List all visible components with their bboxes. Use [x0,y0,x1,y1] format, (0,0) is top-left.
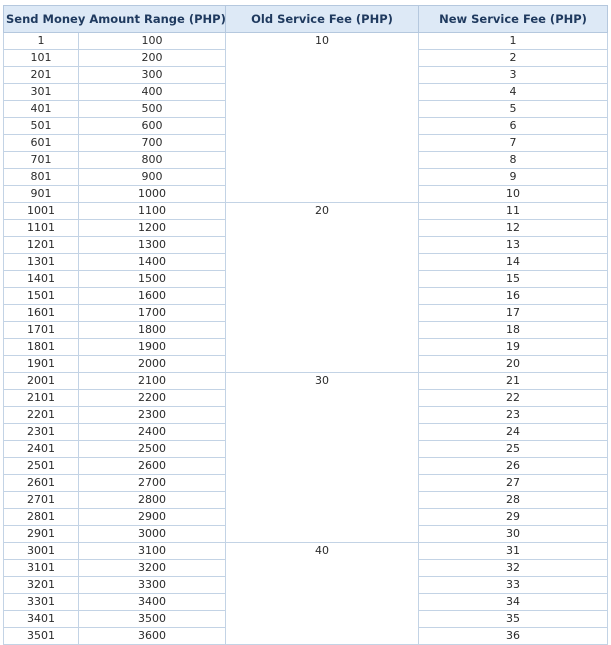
new-fee-cell: 29 [419,509,608,526]
range-to-cell: 400 [79,84,226,101]
range-to-cell: 2000 [79,356,226,373]
range-from-cell: 701 [4,152,79,169]
new-fee-cell: 32 [419,560,608,577]
table-header [4,6,608,33]
range-from-cell: 101 [4,50,79,67]
old-fee-cell: 30 [226,373,419,543]
range-to-cell: 2600 [79,458,226,475]
range-to-cell: 1700 [79,305,226,322]
new-fee-cell: 12 [419,220,608,237]
range-to-cell: 500 [79,101,226,118]
new-fee-cell: 9 [419,169,608,186]
range-from-cell: 1301 [4,254,79,271]
range-from-cell: 1701 [4,322,79,339]
new-fee-cell: 16 [419,288,608,305]
new-fee-cell: 14 [419,254,608,271]
old-fee-cell: 10 [226,33,419,203]
new-fee-cell: 2 [419,50,608,67]
new-fee-cell: 4 [419,84,608,101]
range-to-cell: 3600 [79,628,226,645]
range-to-cell: 2200 [79,390,226,407]
range-from-cell: 601 [4,135,79,152]
range-from-cell: 2501 [4,458,79,475]
table-row [4,543,608,560]
range-from-cell: 201 [4,67,79,84]
new-fee-cell: 8 [419,152,608,169]
new-fee-cell: 27 [419,475,608,492]
new-fee-cell: 11 [419,203,608,220]
range-from-cell: 401 [4,101,79,118]
header-amount-range: Send Money Amount Range (PHP) [4,6,226,33]
range-from-cell: 1501 [4,288,79,305]
range-from-cell: 801 [4,169,79,186]
table-row [4,33,608,50]
header-new-service-fee: New Service Fee (PHP) [419,6,608,33]
new-fee-cell: 1 [419,33,608,50]
service-fee-table [3,5,608,645]
range-from-cell: 3001 [4,543,79,560]
range-to-cell: 3200 [79,560,226,577]
range-from-cell: 2001 [4,373,79,390]
old-fee-cell: 40 [226,543,419,645]
range-from-cell: 2301 [4,424,79,441]
new-fee-cell: 18 [419,322,608,339]
range-to-cell: 1100 [79,203,226,220]
new-fee-cell: 13 [419,237,608,254]
range-to-cell: 3000 [79,526,226,543]
range-from-cell: 3301 [4,594,79,611]
range-from-cell: 2801 [4,509,79,526]
old-fee-cell: 20 [226,203,419,373]
new-fee-cell: 23 [419,407,608,424]
range-to-cell: 1900 [79,339,226,356]
range-to-cell: 3300 [79,577,226,594]
new-fee-cell: 17 [419,305,608,322]
range-from-cell: 2101 [4,390,79,407]
range-to-cell: 600 [79,118,226,135]
range-to-cell: 1500 [79,271,226,288]
new-fee-cell: 19 [419,339,608,356]
range-from-cell: 3401 [4,611,79,628]
range-to-cell: 2300 [79,407,226,424]
range-to-cell: 700 [79,135,226,152]
range-to-cell: 1300 [79,237,226,254]
range-to-cell: 2800 [79,492,226,509]
range-from-cell: 2601 [4,475,79,492]
range-from-cell: 1901 [4,356,79,373]
new-fee-cell: 28 [419,492,608,509]
range-from-cell: 2201 [4,407,79,424]
range-to-cell: 2400 [79,424,226,441]
header-old-service-fee: Old Service Fee (PHP) [226,6,419,33]
new-fee-cell: 10 [419,186,608,203]
range-to-cell: 3500 [79,611,226,628]
range-from-cell: 3201 [4,577,79,594]
table-body [4,33,608,645]
new-fee-cell: 25 [419,441,608,458]
range-from-cell: 501 [4,118,79,135]
new-fee-cell: 30 [419,526,608,543]
new-fee-cell: 33 [419,577,608,594]
range-to-cell: 1600 [79,288,226,305]
new-fee-cell: 36 [419,628,608,645]
range-to-cell: 100 [79,33,226,50]
range-to-cell: 1000 [79,186,226,203]
range-to-cell: 3400 [79,594,226,611]
range-from-cell: 1601 [4,305,79,322]
header-row [4,6,608,33]
range-from-cell: 2701 [4,492,79,509]
table-row [4,373,608,390]
range-to-cell: 2100 [79,373,226,390]
range-from-cell: 2901 [4,526,79,543]
range-to-cell: 900 [79,169,226,186]
range-from-cell: 301 [4,84,79,101]
new-fee-cell: 24 [419,424,608,441]
range-from-cell: 3101 [4,560,79,577]
range-to-cell: 300 [79,67,226,84]
range-to-cell: 3100 [79,543,226,560]
range-to-cell: 2500 [79,441,226,458]
new-fee-cell: 31 [419,543,608,560]
range-from-cell: 1101 [4,220,79,237]
new-fee-cell: 7 [419,135,608,152]
range-from-cell: 1401 [4,271,79,288]
new-fee-cell: 35 [419,611,608,628]
new-fee-cell: 6 [419,118,608,135]
range-from-cell: 2401 [4,441,79,458]
range-to-cell: 1800 [79,322,226,339]
range-to-cell: 2900 [79,509,226,526]
new-fee-cell: 26 [419,458,608,475]
range-to-cell: 200 [79,50,226,67]
range-from-cell: 901 [4,186,79,203]
new-fee-cell: 3 [419,67,608,84]
new-fee-cell: 15 [419,271,608,288]
range-from-cell: 1 [4,33,79,50]
range-from-cell: 1801 [4,339,79,356]
range-from-cell: 1001 [4,203,79,220]
range-to-cell: 800 [79,152,226,169]
table-row [4,203,608,220]
new-fee-cell: 5 [419,101,608,118]
new-fee-cell: 34 [419,594,608,611]
range-to-cell: 1200 [79,220,226,237]
new-fee-cell: 20 [419,356,608,373]
range-to-cell: 1400 [79,254,226,271]
range-from-cell: 1201 [4,237,79,254]
new-fee-cell: 21 [419,373,608,390]
new-fee-cell: 22 [419,390,608,407]
range-to-cell: 2700 [79,475,226,492]
range-from-cell: 3501 [4,628,79,645]
